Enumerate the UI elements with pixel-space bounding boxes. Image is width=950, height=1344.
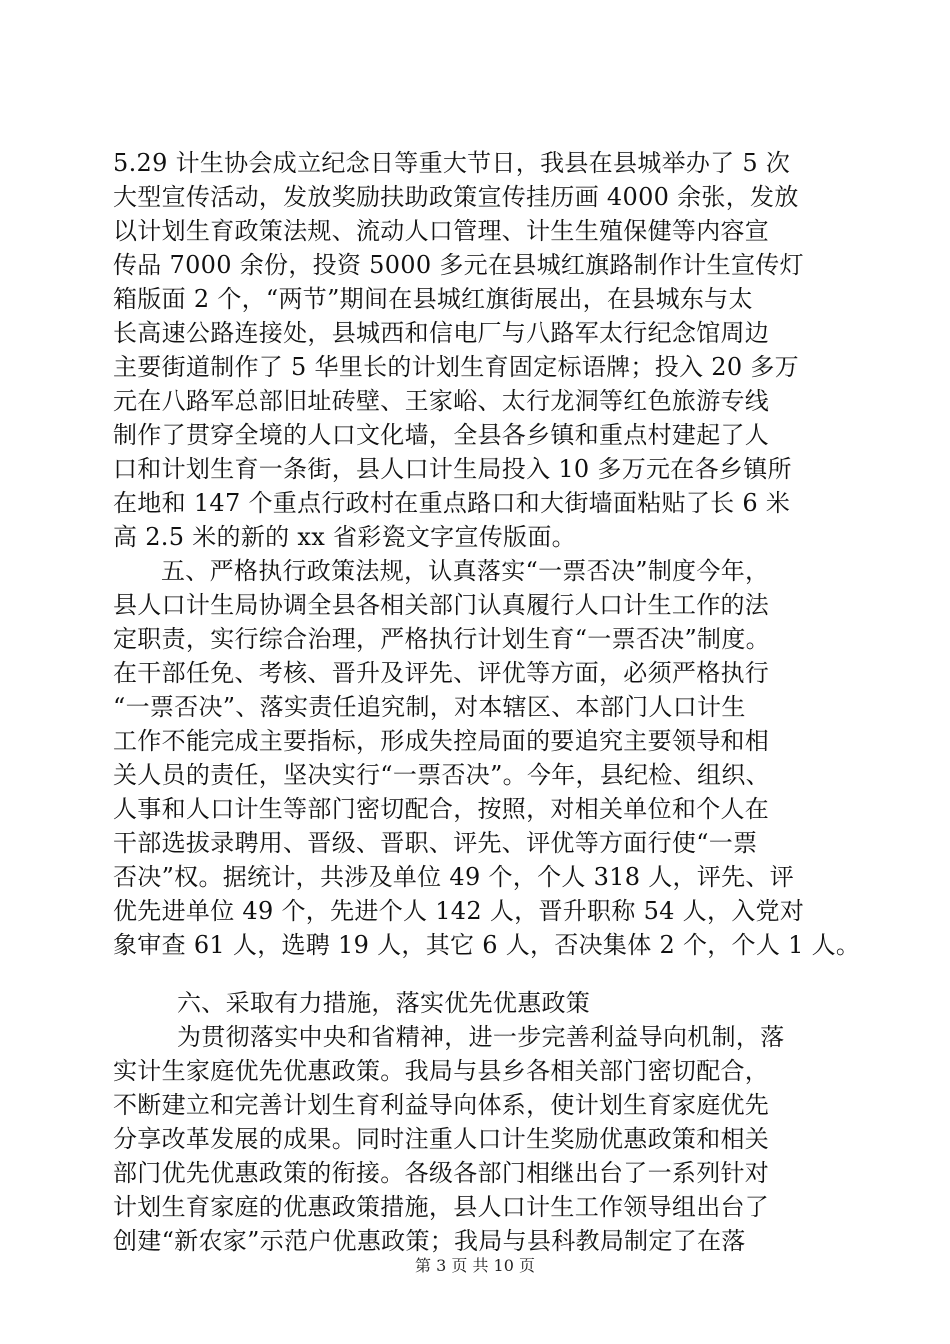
text-line: 传品 7000 余份，投资 5000 多元在县城红旗路制作计生宣传灯 [113, 251, 804, 279]
text-line: 分享改革发展的成果。同时注重人口计生奖励优惠政策和相关 [113, 1125, 770, 1153]
text-line: 5.29 计生协会成立纪念日等重大节日，我县在县城举办了 5 次 [113, 149, 791, 177]
text-line: 县人口计生局协调全县各相关部门认真履行人口计生工作的法 [113, 591, 770, 619]
text-line: 箱版面 2 个，“两节”期间在县城红旗街展出，在县城东与太 [113, 285, 753, 313]
paragraph-2 [113, 554, 861, 962]
text-line: 不断建立和完善计划生育利益导向体系，使计划生育家庭优先 [113, 1091, 770, 1119]
text-line: 主要街道制作了 5 华里长的计划生育固定标语牌；投入 20 多万 [113, 353, 799, 381]
text-line: 象审查 61 人，选聘 19 人，其它 6 人，否决集体 2 个，个人 1 人。 [113, 931, 861, 959]
text-line: 制作了贯穿全境的人口文化墙，全县各乡镇和重点村建起了人 [113, 421, 770, 449]
document-body [113, 146, 861, 1258]
text-line: “一票否决”、落实责任追究制，对本辖区、本部门人口计生 [113, 693, 746, 721]
paragraph-spacer [113, 962, 837, 986]
text-line: 高 2.5 米的新的 xx 省彩瓷文字宣传版面。 [113, 523, 576, 551]
page-number-footer: 第 3 页 共 10 页 [415, 1256, 535, 1275]
text-line: 否决”权。据统计，共涉及单位 49 个，个人 318 人，评先、评 [113, 863, 795, 891]
text-line: 五、严格执行政策法规，认真落实“一票否决”制度今年， [161, 557, 770, 585]
text-line: 关人员的责任，坚决实行“一票否决”。今年，县纪检、组织、 [113, 761, 770, 789]
text-line: 元在八路军总部旧址砖壁、王家峪、太行龙洞等红色旅游专线 [113, 387, 770, 415]
text-line: 以计划生育政策法规、流动人口管理、计生生殖保健等内容宣 [113, 217, 770, 245]
paragraph-1 [113, 146, 837, 554]
text-line: 工作不能完成主要指标，形成失控局面的要追究主要领导和相 [113, 727, 770, 755]
text-line: 实计生家庭优先优惠政策。我局与县乡各相关部门密切配合， [113, 1057, 770, 1085]
section-heading: 六、采取有力措施，落实优先优惠政策 [177, 989, 591, 1017]
text-line: 在干部任免、考核、晋升及评先、评优等方面，必须严格执行 [113, 659, 770, 687]
text-line: 优先进单位 49 个，先进个人 142 人，晋升职称 54 人，入党对 [113, 897, 805, 925]
text-line: 人事和人口计生等部门密切配合，按照，对相关单位和个人在 [113, 795, 770, 823]
text-line: 口和计划生育一条街，县人口计生局投入 10 多万元在各乡镇所 [113, 455, 792, 483]
text-line: 干部选拔录聘用、晋级、晋职、评先、评优等方面行使“一票 [113, 829, 758, 857]
text-line: 为贯彻落实中央和省精神，进一步完善利益导向机制，落 [177, 1023, 785, 1051]
text-line: 创建“新农家”示范户优惠政策；我局与县科教局制定了在落 [113, 1227, 746, 1255]
text-line: 部门优先优惠政策的衔接。各级各部门相继出台了一系列针对 [113, 1159, 770, 1187]
text-line: 长高速公路连接处，县城西和信电厂与八路军太行纪念馆周边 [113, 319, 770, 347]
paragraph-3 [113, 1020, 837, 1258]
text-line: 大型宣传活动，发放奖励扶助政策宣传挂历画 4000 余张，发放 [113, 183, 799, 211]
text-line: 定职责，实行综合治理，严格执行计划生育“一票否决”制度。 [113, 625, 770, 653]
text-line: 计划生育家庭的优惠政策措施，县人口计生工作领导组出台了 [113, 1193, 770, 1221]
text-line: 在地和 147 个重点行政村在重点路口和大街墙面粘贴了长 6 米 [113, 489, 791, 517]
